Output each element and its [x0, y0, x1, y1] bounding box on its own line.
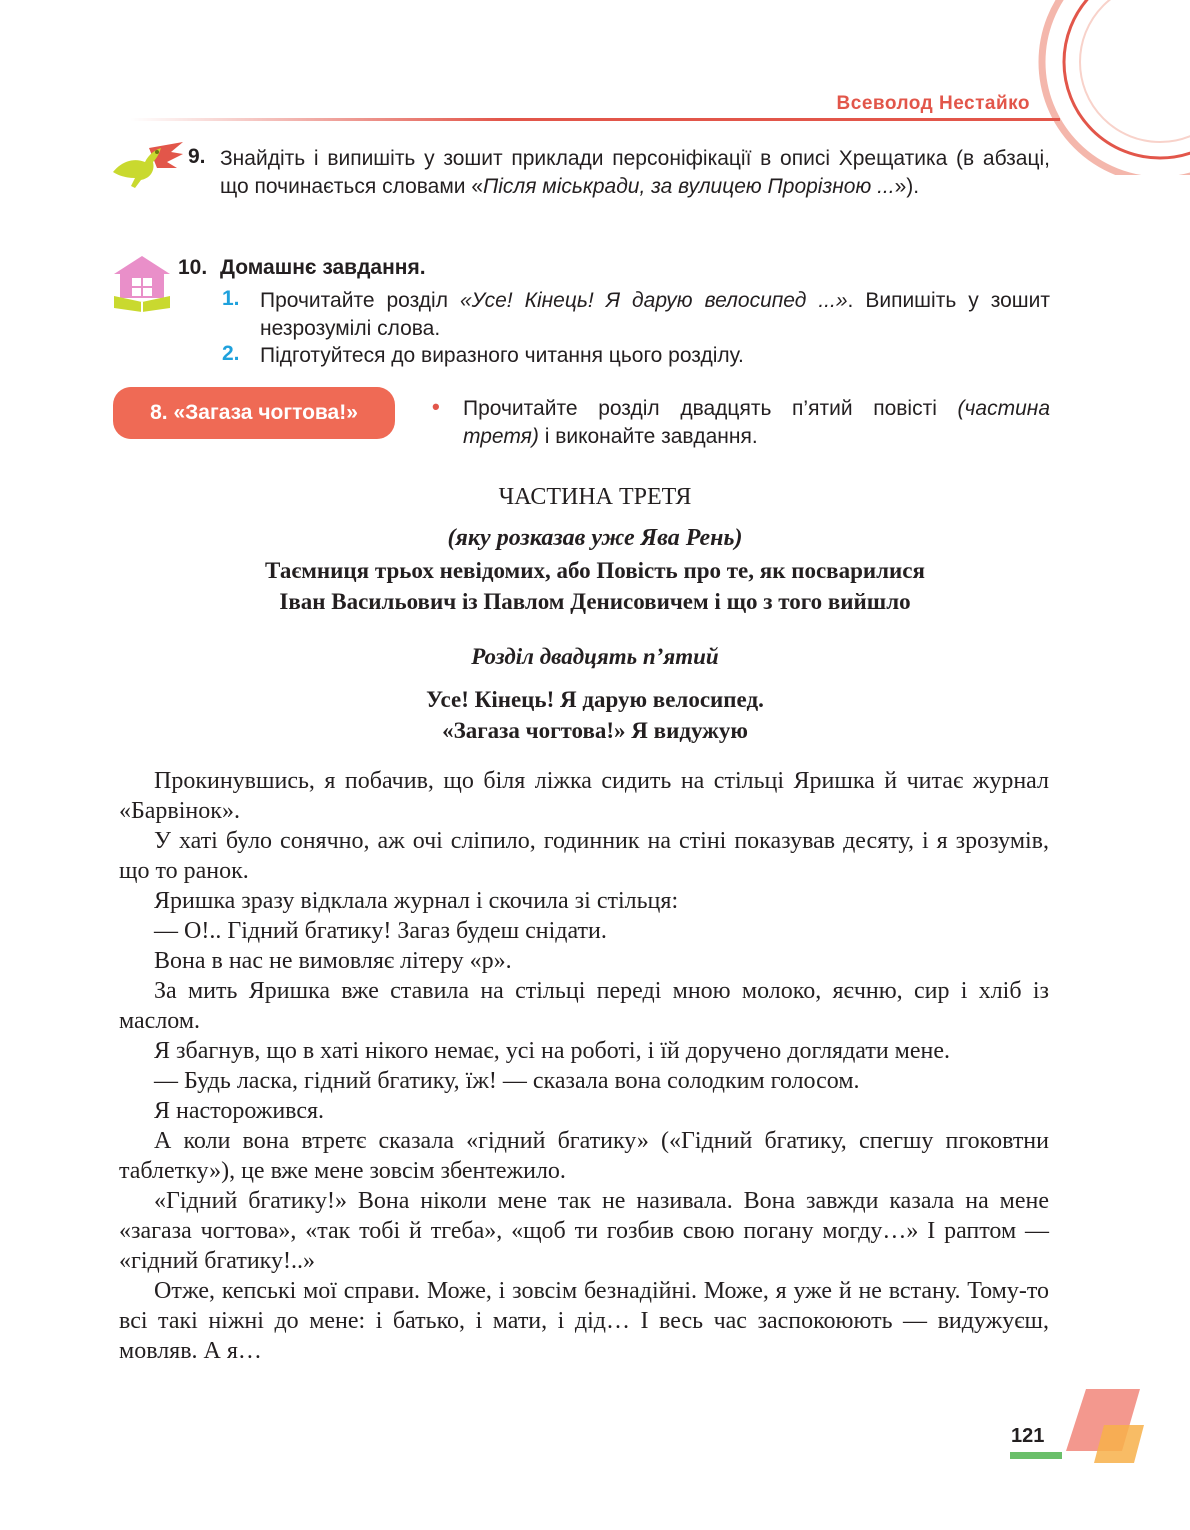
lesson-instruction: [463, 395, 1050, 451]
lesson-instruction-b: і виконайте завдання.: [538, 425, 758, 448]
story-paragraph: Прокинувшись, я побачив, що біля ліжка сидить на стільці Яришка й читає журнал «Барвінок».: [119, 768, 1049, 824]
lesson-title-pill: 8. «Загаза чогтова!»: [113, 387, 395, 439]
task-10-item-1-text-b: . Випишіть у зошит незрозумілі слова.: [260, 289, 1050, 340]
task-10-item-2-number: 2.: [222, 342, 240, 365]
house-book-icon: [110, 252, 175, 312]
story-paragraph: Яришка зразу відклала журнал і скочила зі стільця:: [154, 888, 679, 914]
story-paragraph: Я збагнув, що в хаті нікого немає, усі на роботі, і їй доручено доглядати мене.: [154, 1038, 950, 1064]
story-paragraph: «Гідний бгатику!» Вона ніколи мене так не називала. Вона завжди казала на мене «загаза чогтова», «так тобі й тгеба», «щоб ти гозбив свою погану могду…» І раптом — «гідний бгатику!..»: [119, 1188, 1049, 1274]
task-9-text: [220, 145, 1050, 201]
story-paragraph: Я насторожився.: [154, 1098, 325, 1124]
story-paragraph: Отже, кепські мої справи. Може, і зовсім безнадійні. Може, я уже й не встану. Тому-то всі такі ніжні до мене: і батько, і мати, і дід… І весь час заспокоюють — видужуєш, мовляв. А я…: [119, 1278, 1049, 1364]
page-number: 121: [1011, 1425, 1045, 1447]
task-10-title: Домашнє завдання.: [220, 256, 426, 279]
chapter-title-line-1: Усе! Кінець! Я дарую велосипед.: [426, 687, 764, 712]
story-paragraph: У хаті було сонячно, аж очі сліпило, годинник на стіні показував десяту, і я зрозумів, що то ранок.: [119, 828, 1049, 884]
lesson-instruction-a: Прочитайте розділ двадцять п’ятий повісті: [463, 397, 958, 420]
task-10-item-2-text: Підготуйтеся до виразного читання цього розділу.: [260, 344, 744, 367]
decorative-corner-shapes: [1060, 1385, 1150, 1465]
story-paragraph: Вона в нас не вимовляє літеру «р».: [154, 948, 512, 974]
running-header-author: Всеволод Нестайко: [836, 93, 1030, 114]
story-paragraph: — О!.. Гідний бгатику! Загаз будеш снідати.: [154, 918, 607, 944]
chapter-title-line-2: «Загаза чогтова!» Я видужую: [442, 718, 748, 743]
story-subtitle: [0, 555, 1190, 617]
story-paragraph: — Будь ласка, гідний бгатику, їж! — сказала вона солодким голосом.: [154, 1068, 860, 1094]
task-10-number: 10.: [178, 256, 208, 279]
chapter-title: [0, 684, 1190, 746]
task-9-quote: Після міськради, за вулицею Прорізною ...: [483, 175, 895, 198]
story-paragraph: За мить Яришка вже ставила на стільці переді мною молоко, яєчню, сир і хліб із маслом.: [119, 978, 1049, 1034]
task-9-number: 9.: [188, 145, 206, 168]
lesson-instruction-italic: (частина третя): [463, 397, 1050, 448]
chapter-heading: Розділ двадцять п’ятий: [471, 644, 719, 669]
page-number-underline: [1010, 1452, 1062, 1459]
story-subtitle-line-2: Іван Васильович із Павлом Денисовичем і що з того вийшло: [279, 589, 911, 614]
story-subtitle-line-1: Таємниця трьох невідомих, або Повість про те, як посварилися: [265, 558, 925, 583]
task-10-item-1-text-a: Прочитайте розділ: [260, 289, 460, 312]
story-paragraph: А коли вона втретє сказала «гідний бгатику» («Гідний бгатику, спегшу пгоковтни таблетку»), це вже мене зовсім збентежило.: [119, 1128, 1049, 1184]
task-9-text-a: Знайдіть і випишіть у зошит приклади персоніфікації в описі Хрещатика (в абзаці, що починається словами «: [220, 147, 1050, 198]
header-rule: [130, 118, 1060, 121]
task-9-text-b: »).: [894, 175, 920, 198]
task-10-item-1-quote: «Усе! Кінець! Я дарую велосипед ...»: [459, 289, 848, 312]
task-10-item-1-number: 1.: [222, 287, 240, 310]
part-title: ЧАСТИНА ТРЕТЯ: [498, 484, 692, 510]
task-10-item-1-text: [260, 287, 1050, 343]
narrator-line: (яку розказав уже Ява Рень): [447, 525, 743, 551]
pegasus-icon: [105, 138, 185, 190]
story-body: [119, 766, 1049, 1366]
instruction-bullet: •: [432, 394, 440, 419]
